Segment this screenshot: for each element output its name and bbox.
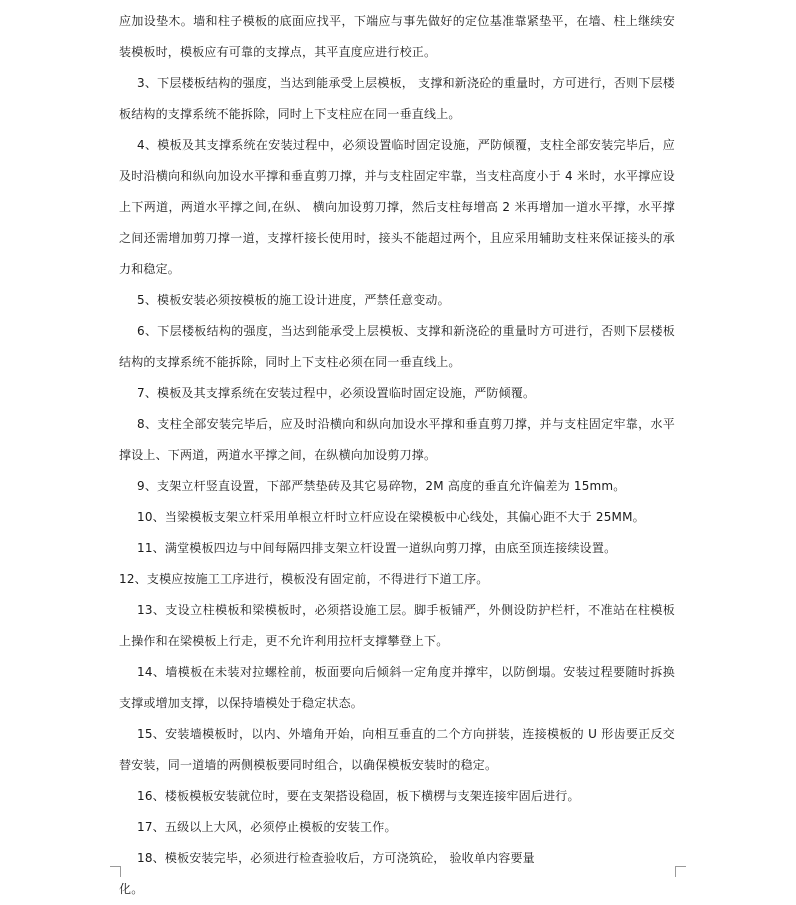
paragraph-item-15: 15、安装墙模板时，以内、外墙角开始，向相互垂直的二个方向拼装，连接模板的 U 形齿要正反交替安装，同一道墙的两侧模板要同时组合，以确保模板安装时的稳定。 [119,727,675,772]
paragraph-item-18-tail: 化。 [119,882,144,896]
paragraph-item-12: 12、支模应按施工工序进行，模板没有固定前，不得进行下道工序。 [119,572,489,586]
paragraph-item-17: 17、五级以上大风，必须停止模板的安装工作。 [137,820,397,834]
paragraph-item-9: 9、支架立杆竖直设置，下部严禁垫砖及其它易碎物，2M 高度的垂直允许偏差为 15mm。 [137,479,626,493]
paragraph-continuation: 应加设垫木。墙和柱子模板的底面应找平，下端应与事先做好的定位基准靠紧垫平，在墙、柱上继续安装模板时，模板应有可靠的支撑点，其平直度应进行校正。 [119,14,675,59]
margin-corner-mark-right [675,866,686,877]
paragraph-item-18: 18、模板安装完毕，必须进行检查验收后，方可浇筑砼， 验收单内容要量 [137,851,535,865]
paragraph-item-4: 4、模板及其支撑系统在安装过程中，必须设置临时固定设施，严防倾覆，支柱全部安装完毕后，应及时沿横向和纵向加设水平撑和垂直剪刀撑，并与支柱固定牢靠，当支柱高度小于 4 米时，水平撑应设上下两道，两道水平撑之间,在纵、 横向加设剪刀撑，然后支柱每增高 2 米再增加一道水平撑，水平撑之间还需增加剪刀撑一道，支撑杆接长使用时，接头不能超过两个，且应采用辅助支柱来保证接头的承力和稳定。 [119,138,675,276]
document-body [119,6,675,905]
paragraph-item-8: 8、支柱全部安装完毕后，应及时沿横向和纵向加设水平撑和垂直剪刀撑，并与支柱固定牢靠，水平撑设上、下两道，两道水平撑之间，在纵横向加设剪刀撑。 [119,417,675,462]
paragraph-item-13: 13、支设立柱模板和梁模板时，必须搭设施工层。脚手板铺严，外侧设防护栏杆，不准站在柱模板上操作和在梁模板上行走，更不允许利用拉杆支撑攀登上下。 [119,603,675,648]
paragraph-item-10: 10、当梁模板支架立杆采用单根立杆时立杆应设在梁模板中心线处，其偏心距不大于 25MM。 [137,510,645,524]
paragraph-item-16: 16、楼板模板安装就位时，要在支架搭设稳固，板下横楞与支架连接牢固后进行。 [137,789,580,803]
paragraph-item-7: 7、模板及其支撑系统在安装过程中，必须设置临时固定设施，严防倾覆。 [137,386,536,400]
paragraph-item-3: 3、下层楼板结构的强度，当达到能承受上层模板， 支撑和新浇砼的重量时，方可进行，否则下层楼板结构的支撑系统不能拆除，同时上下支柱应在同一垂直线上。 [119,76,675,121]
paragraph-item-11: 11、满堂模板四边与中间每隔四排支架立杆设置一道纵向剪刀撑，由底至顶连接续设置。 [137,541,617,555]
margin-corner-mark-left [110,866,121,877]
paragraph-item-6: 6、下层楼板结构的强度，当达到能承受上层模板、支撑和新浇砼的重量时方可进行，否则下层楼板结构的支撑系统不能拆除，同时上下支柱必须在同一垂直线上。 [119,324,675,369]
paragraph-item-5: 5、模板安装必须按模板的施工设计进度，严禁任意变动。 [137,293,450,307]
paragraph-item-14: 14、墙模板在未装对拉螺栓前，板面要向后倾斜一定角度并撑牢，以防倒塌。安装过程要随时拆换支撑或增加支撑，以保持墙模处于稳定状态。 [119,665,675,710]
